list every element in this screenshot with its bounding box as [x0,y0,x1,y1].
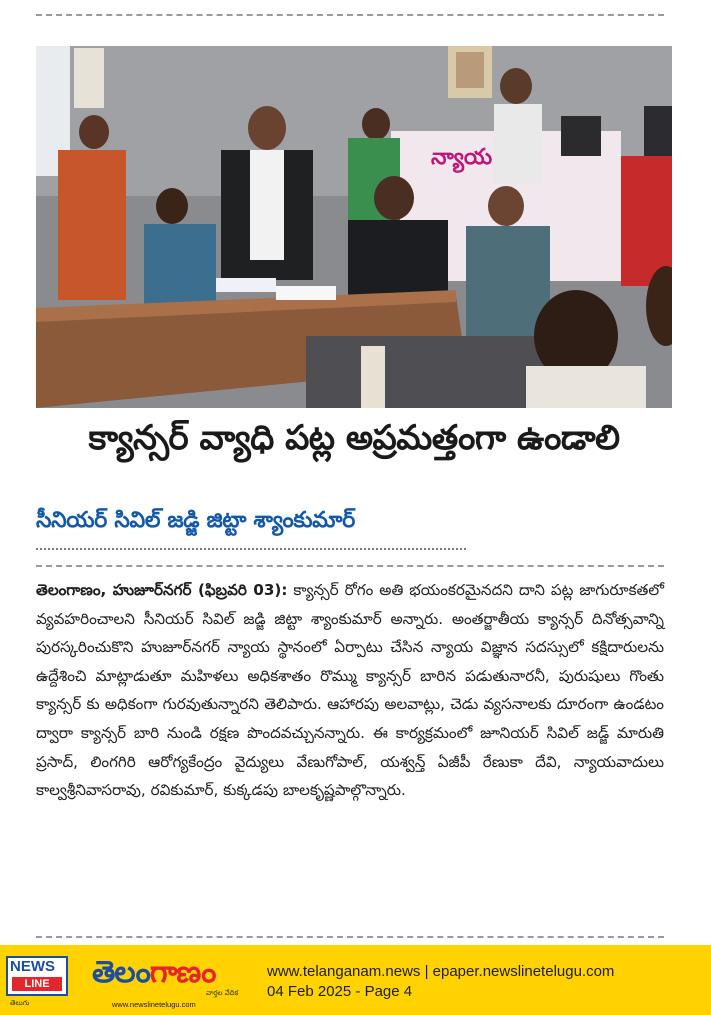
brand-url[interactable]: www.newslinetelugu.com [112,1000,196,1009]
logo-news-small-text: తెలుగు [10,999,30,1007]
news-photo-illustration [36,46,672,408]
article-subheadline: సీనియర్ సివిల్ జడ్జి జిట్టా శ్యాంకుమార్ [36,508,355,533]
top-divider [36,14,664,16]
middle-divider [36,565,664,567]
bottom-divider [36,936,664,938]
article-headline: క్యాన్సర్ వ్యాధి పట్ల అప్రమత్తంగా ఉండాలి [88,418,620,458]
subheadline-underline [36,548,466,550]
brand-name-part1: తెలం [92,955,150,990]
logo-line-text: LINE [12,977,62,991]
page-footer [0,945,711,1015]
article-dateline: తెలంగాణం, హుజూర్‌నగర్ (ఫిబ్రవరి 03): [36,581,288,599]
logo-news-text: NEWS [10,958,55,975]
brand-name-part2: గాణం [149,955,216,990]
article-body-container [36,576,664,805]
newsline-logo[interactable] [6,956,68,996]
footer-links[interactable]: www.telanganam.news | epaper.newslinetelugu.com [267,963,615,980]
footer-date-page: 04 Feb 2025 - Page 4 [267,983,413,1000]
news-photo [36,46,672,408]
brand-tagline: వార్తల వేదిక [206,989,239,997]
telanganam-logo[interactable] [92,955,215,997]
svg-text:న్యాయ: న్యాయ [431,145,493,170]
article-body: క్యాన్సర్ రోగం అతి భయంకరమైనదని దాని పట్ల జాగురూకతలో వ్యవహరించాలని సీనియర్ సివిల్ జడ్జి జిట్టా శ్యాంకుమార్ అన్నారు. అంతర్జాతీయ క్యాన్సర్ దినోత్సవాన్ని పురస్కరించుకొని హుజూర్‌నగర్ న్యాయ స్థానంలో ఏర్పాటు చేసిన న్యాయ విజ్ఞాన సదస్సులో కక్షిదారులను ఉద్దేశించి మాట్లాడుతూ మహిళలు అధికశాతం రొమ్ము క్యాన్సర్ బారిన పడుతునారనీ, పురుషులు గొంతు క్యాన్సర్ కు అధికంగా గురవుతున్నారని తెలిపారు. ఆహారపు అలవాట్లు, చెడు వ్యసనాలకు దూరంగా ఉండటం ద్వారా క్యాన్సర్ బారి నుండి రక్షణ పొందవచ్చునన్నారు. ఈ కార్యక్రమంలో జూనియర్ సివిల్ జడ్జ్ మారుతి ప్రసాద్, లింగగిరి ఆరోగ్యకేంద్రం వైద్యులు వేణుగోపాల్, యశ్వన్త్ ఏజీపీ రేణుకా దేవి, న్యాయవాదులు కాల్వశ్రీనివాసరావు, రవికుమార్, కుక్కడపు బాలకృష్ణపాల్గొన్నారు. [36,581,664,800]
